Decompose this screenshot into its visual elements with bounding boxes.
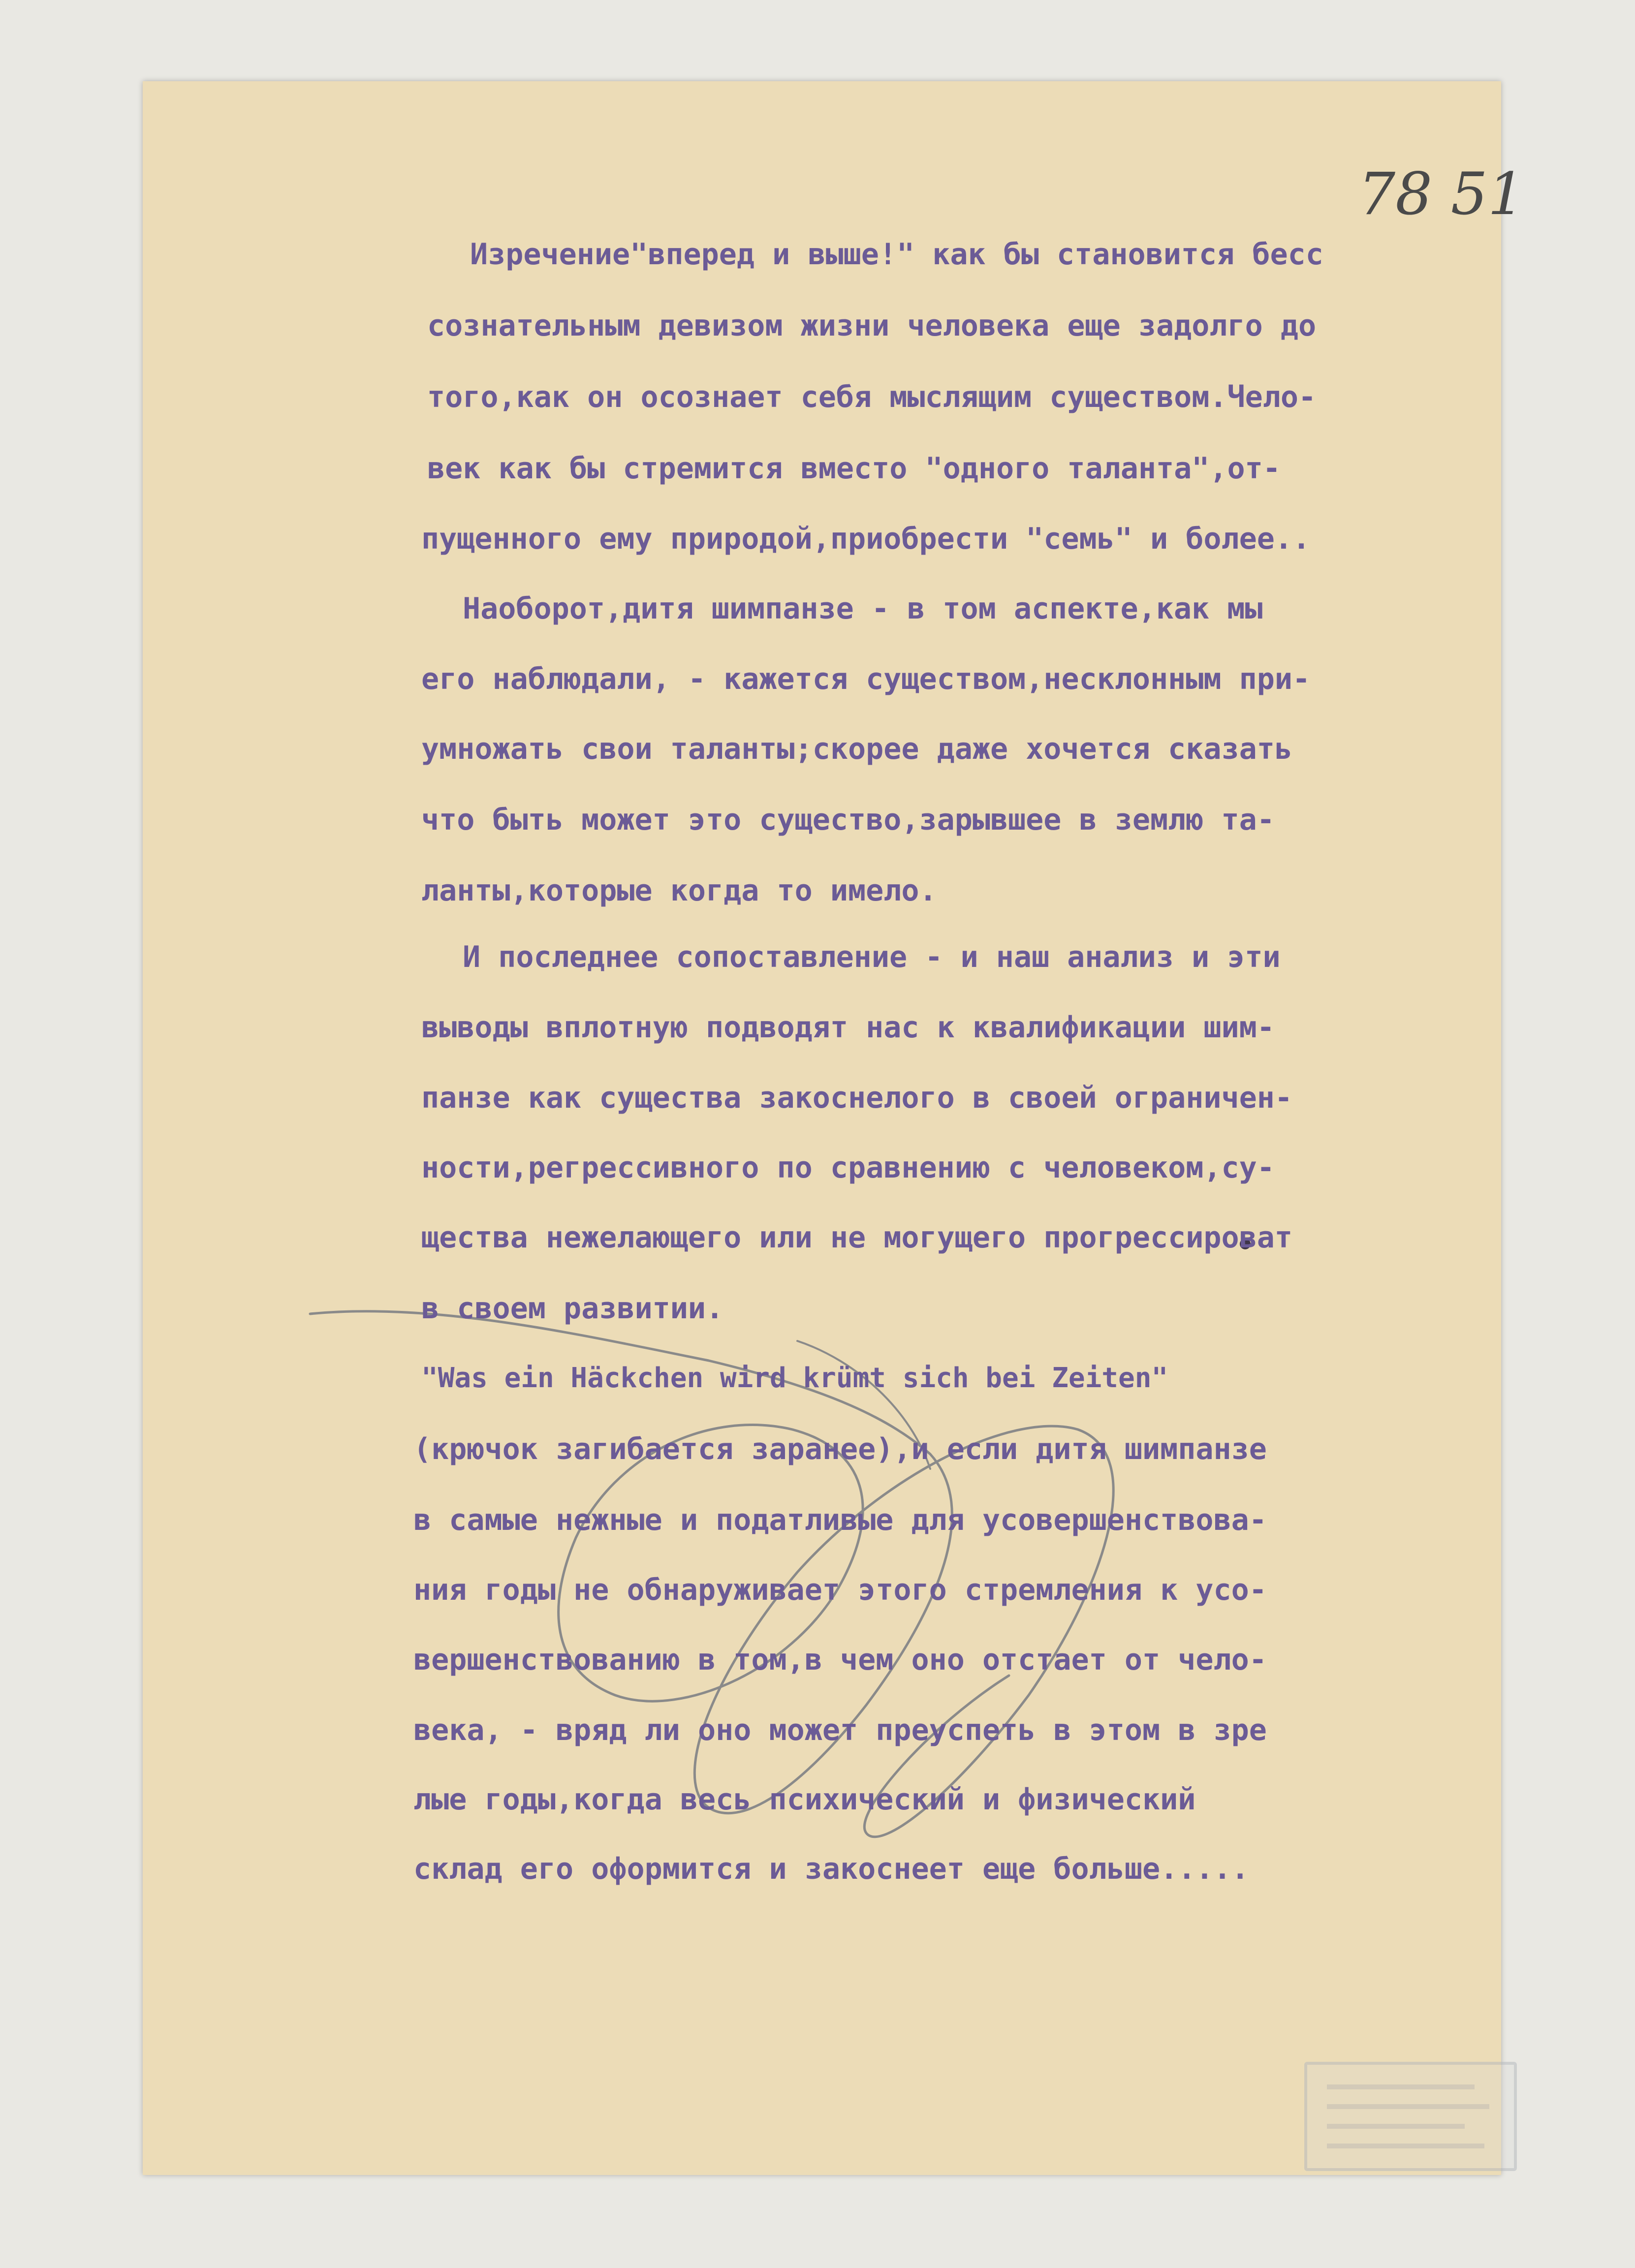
text-line: ланты,которые когда то имело.	[421, 873, 937, 908]
text-line: умножать свои таланты;скорее даже хочется сказать	[421, 732, 1293, 766]
text-line: лые годы,когда весь психический и физический	[413, 1782, 1196, 1817]
text-line: И последнее сопоставление - и наш анализ и эти	[463, 940, 1281, 974]
paper-sheet	[143, 81, 1525, 2175]
text-line: щества нежелающего или не могущего прогрессироват	[421, 1220, 1293, 1255]
text-line: "Was ein Häckchen wird krümt sich bei Zeiten"	[421, 1362, 1168, 1394]
text-line: склад его оформится и закоснеет еще больше.....	[413, 1852, 1249, 1886]
text-line: в самые нежные и податливые для усовершенствова-	[413, 1503, 1267, 1537]
text-line: века, - вряд ли оно может преуспеть в этом в зре	[413, 1713, 1267, 1747]
text-line: пущенного ему природой,приобрести "семь" и более..	[421, 522, 1311, 556]
text-line: (крючок загибается заранее),и если дитя шимпанзе	[413, 1432, 1267, 1466]
text-line: в своем развитии.	[421, 1291, 724, 1326]
text-line: ности,регрессивного по сравнению с человеком,су-	[421, 1150, 1275, 1185]
text-line: панзе как существа закоснелого в своей ограничен-	[421, 1081, 1293, 1115]
text-line: сознательным девизом жизни человека еще задолго до	[427, 309, 1317, 343]
text-line: выводы вплотную подводят нас к квалификации шим-	[421, 1010, 1275, 1045]
text-line: вершенствованию в том,в чем оно отстает от чело-	[413, 1643, 1267, 1677]
text-line: Изречение"вперед и выше!" как бы становится бесс	[470, 237, 1323, 272]
text-line: того,как он осознает себя мыслящим существом.Чело-	[427, 380, 1317, 414]
text-line: Наоборот,дитя шимпанзе - в том аспекте,как мы	[463, 591, 1263, 626]
text-line: ния годы не обнаруживает этого стремления к усо-	[413, 1573, 1267, 1607]
folio-number: 78 51	[1358, 160, 1525, 228]
archive-stamp	[1304, 2062, 1517, 2171]
text-line: его наблюдали, - кажется существом,несклонным при-	[421, 662, 1311, 696]
text-line: что быть может это существо,зарывшее в землю та-	[421, 803, 1275, 837]
text-line: век как бы стремится вместо "одного таланта",от-	[427, 451, 1281, 486]
